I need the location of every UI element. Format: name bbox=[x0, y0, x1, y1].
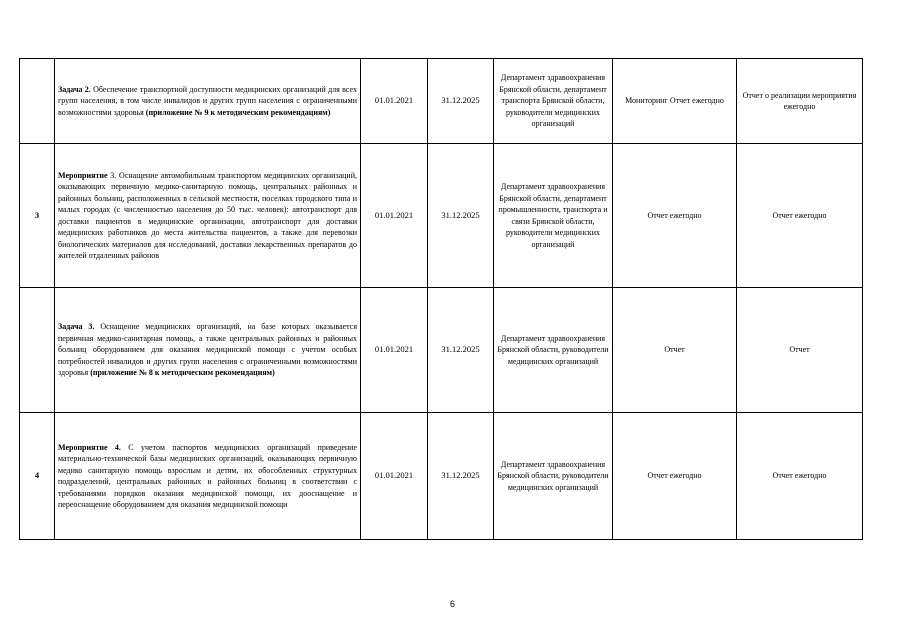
row-result: Отчет о реализации мероприятия ежегодно bbox=[737, 59, 863, 144]
table-row bbox=[20, 288, 863, 413]
measures-table bbox=[19, 58, 863, 540]
page-number: 6 bbox=[449, 599, 455, 609]
row-end-date: 31.12.2025 bbox=[428, 144, 494, 288]
row-title: Мероприятие bbox=[58, 170, 108, 180]
row-end-date: 31.12.2025 bbox=[428, 288, 494, 413]
row-result: Отчет ежегодно bbox=[737, 144, 863, 288]
row-title: Мероприятие 4. bbox=[58, 442, 121, 452]
row-result: Отчет ежегодно bbox=[737, 413, 863, 540]
row-indicator: Отчет ежегодно bbox=[613, 144, 737, 288]
row-indicator: Отчет bbox=[613, 288, 737, 413]
row-start-date: 01.01.2021 bbox=[361, 144, 428, 288]
row-indicator: Мониторинг Отчет ежегодно bbox=[613, 59, 737, 144]
table-row bbox=[20, 59, 863, 144]
row-indicator: Отчет ежегодно bbox=[613, 413, 737, 540]
row-number: 4 bbox=[20, 413, 55, 540]
row-responsible: Департамент здравоохранения Брянской области, департамент транспорта Брянской области, руководители медицинских организаций bbox=[494, 59, 613, 144]
row-description bbox=[55, 59, 361, 144]
row-end-date: 31.12.2025 bbox=[428, 413, 494, 540]
row-reference: (приложение № 8 к методическим рекомендациям) bbox=[88, 368, 275, 378]
row-responsible: Департамент здравоохранения Брянской области, руководители медицинских организаций bbox=[494, 413, 613, 540]
row-text: Обеспечение транспортной доступности медицинских организаций для всех групп населения, в том числе инвалидов и других групп населения с ограниченными возможностями здоровья bbox=[58, 84, 358, 117]
table-row bbox=[20, 413, 863, 540]
row-description bbox=[55, 413, 361, 540]
row-reference: (приложение № 9 к методическим рекомендациям) bbox=[143, 107, 331, 117]
row-responsible: Департамент здравоохранения Брянской области, департамент промышленности, транспорта и связи Брянской области, руководители медицинских организаций bbox=[494, 144, 613, 288]
table-row bbox=[20, 144, 863, 288]
row-description bbox=[55, 288, 361, 413]
row-number bbox=[20, 288, 55, 413]
row-text: Оснащение медицинских организаций, на базе которых оказывается первичная медико-санитарная помощь, а также центральных районных и районных больниц оборудованием для оказания медицинской помощи с учетом особых потребностей инвалидов и других групп населения с ограниченными возможностями здоровья bbox=[58, 322, 357, 378]
row-description bbox=[55, 144, 361, 288]
row-start-date: 01.01.2021 bbox=[361, 59, 428, 144]
row-number bbox=[20, 59, 55, 144]
row-title: Задача 2. bbox=[58, 84, 91, 94]
row-text: 3. Оснащение автомобильным транспортом медицинских организаций, оказывающих первичную медико-санитарную помощь, центральных районных и районных больниц, расположенных в сельской местности, поселках городского типа и малых городах (с численностью населения до 50 тыс. человек): автотранспорт для доставки пациентов в медицинские организации, автотранспорт для доставки медицинских работников до места жительства пациентов, а также для перевозки биологических материалов для исследований, доставки лекарственных препаратов до жителей отдаленных районов bbox=[58, 170, 357, 260]
row-title: Задача 3. bbox=[58, 322, 95, 332]
row-start-date: 01.01.2021 bbox=[361, 413, 428, 540]
row-text: С учетом паспортов медицинских организаций приведение материально-технической базы медицинских организаций, оказывающих первичную медико санитарную помощь взрослым и детям, их обособленных структурных подразделений, центральных районных и районных больниц в соответствии с требованиями порядков оказания медицинской помощи, их дооснащение и переоснащение оборудованием для оказания медицинской помощи bbox=[58, 442, 358, 509]
row-start-date: 01.01.2021 bbox=[361, 288, 428, 413]
row-result: Отчет bbox=[737, 288, 863, 413]
row-responsible: Департамент здравоохранения Брянской области, руководители медицинских организаций bbox=[494, 288, 613, 413]
row-number: 3 bbox=[20, 144, 55, 288]
row-end-date: 31.12.2025 bbox=[428, 59, 494, 144]
